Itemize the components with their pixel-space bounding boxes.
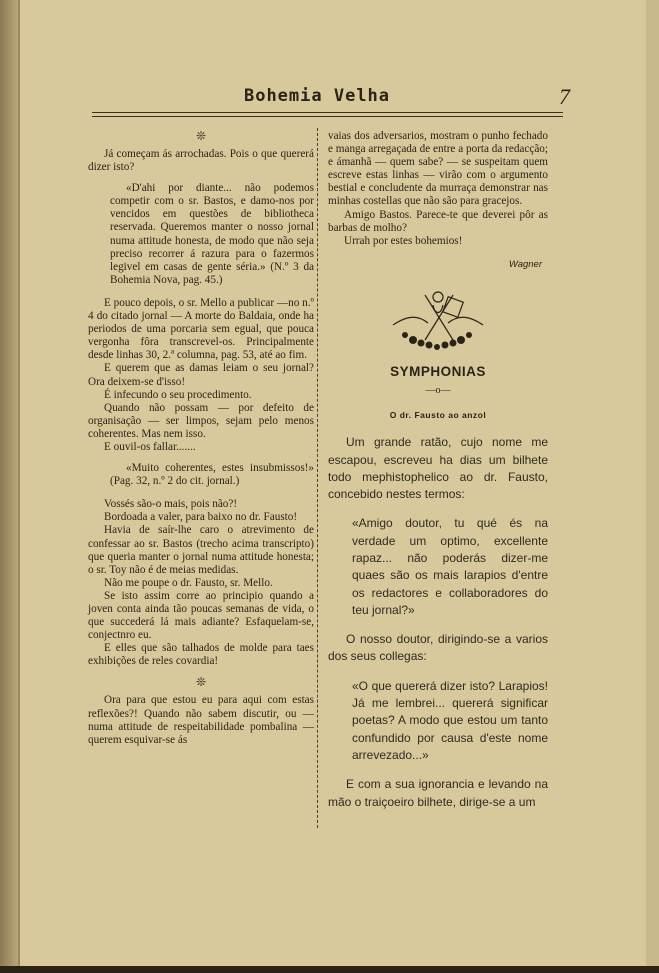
paragraph: Vossés são-o mais, pois não?! [104, 498, 238, 511]
book-binding [0, 0, 18, 973]
page-number: 7 [559, 84, 570, 109]
paragraph: Amigo Bastos. Parece-te que deverei pôr as barbas de molho? [328, 208, 548, 234]
section-title: SYMPHONIAS [390, 363, 486, 379]
paragraph: Um grande ratão, cujo nome me escapou, escreveu ha dias um bilhete todo mephistophelico ao dr. Fausto, concebido nestes termos: [328, 435, 548, 502]
paragraph: E com a sua ignorancia e levando na mão o traiçoeiro bilhete, dirige-se a um [328, 777, 548, 809]
quotation: «Amigo doutor, tu qué és na verdade um optimo, excellente rapaz... não poderás dizer-me quaes são os mais larapios d'entre os redactores e collaboradores do teu jornal?» [352, 516, 548, 617]
paragraph: E elles que são talhados de molde para taes exhibições de reles covardia! [88, 642, 314, 668]
lyre-ornament-icon [383, 285, 493, 355]
column-divider [317, 128, 318, 828]
quotation: «D'ahi por diante... não podemos competir com o sr. Bastos, e damo-nos por vencidos em questões de bibliotheca reservada. Queremos manter o nosso jornal numa attitude honesta, de modo que não seja preciso recorrer á razura para o fazermos legivel em casas de gente séria.» (N.º 3 da Bohemia Nova, pag. 45.) [110, 182, 314, 286]
asterism-icon: ❊ [195, 129, 207, 143]
paragraph: Se isto assim corre ao principio quando a joven conta ainda tão poucas semanas de vida, o que succederá lá mais adiante? Esfaquelam-se, conjectnro eu. [88, 589, 314, 642]
quotation: «Muito coherentes, estes insubmissos!» (Pag. 32, n.º 2 do cit. jornal.) [110, 462, 314, 488]
paragraph: E ouvil-os fallar....... [104, 440, 196, 453]
running-header [72, 84, 570, 109]
paragraph: Havia de saír-lhe caro o atrevimento de confessar ao sr. Bastos (trecho acima transcripto) que queria manter o jornal numa attitude honesta; o sr. Toy não é de meias medidas. [88, 524, 314, 576]
quotation: «O que quererá dizer isto? Larapios! Já me lembrei... quererá significar poetas? A modo que estou um tanto confundido por causa d'este nome arrevezado...» [352, 678, 548, 762]
article-subtitle: O dr. Fausto ao anzol [389, 410, 487, 421]
author-signature: Wagner [508, 258, 542, 270]
paragraph: E querem que as damas leiam o seu jornal? Ora deixem-se d'isso! [88, 362, 314, 388]
asterism-icon: ❊ [195, 675, 207, 690]
symphonias-body [328, 434, 548, 811]
right-column [328, 130, 548, 811]
journal-title: Bohemia Velha [243, 86, 391, 106]
header-rule-top [92, 112, 563, 113]
left-column [88, 130, 314, 747]
paragraph: vaias dos adversarios, mostram o punho fechado e manga arregaçada de entre a porta da redacção; e ámanhã — quem sabe? — se suspeitam quem escreve estas linhas — virão com o argumento bestial e concludente da murraça demonstrar nas minhas costellas que não são para gracejos. [328, 130, 548, 208]
paragraph: Bordoada a valer, para baixo no dr. Fausto! [104, 511, 298, 524]
paragraph: E pouco depois, o sr. Mello a publicar —no n.º 4 do citado jornal — A morte do Baldaia, onde ha periodos de uma porcaria sem egual, que pouca vergonha fôra transcrevel-os. Principalmente desde linhas 30, 2.ª columna, pag. 53, até ao fim. [88, 296, 314, 362]
page-bottom-edge [0, 966, 659, 973]
paragraph: Ora para que estou eu para aqui com estas reflexões?! Quando não sabem discutir, ou — numa attitude de respeitabilidade pombalina — querem esquivar-se ás [88, 694, 314, 746]
paragraph: Já começam ás arrochadas. Pois o que quererá dizer isto? [88, 148, 314, 174]
paragraph: Quando não possam — por defeito de organisação — ser limpos, sejam pelo menos coherentes. Mas nem isso. [88, 401, 314, 440]
paragraph: O nosso doutor, dirigindo-se a varios dos seus collegas: [328, 632, 548, 664]
paragraph: Não me poupe o dr. Fausto, sr. Mello. [104, 576, 273, 589]
section-separator: —o— [425, 385, 451, 397]
header-rule-bottom [92, 116, 563, 117]
paragraph: Urrah por estes bohemios! [344, 234, 463, 247]
paragraph: É infecundo o seu procedimento. [104, 388, 252, 401]
